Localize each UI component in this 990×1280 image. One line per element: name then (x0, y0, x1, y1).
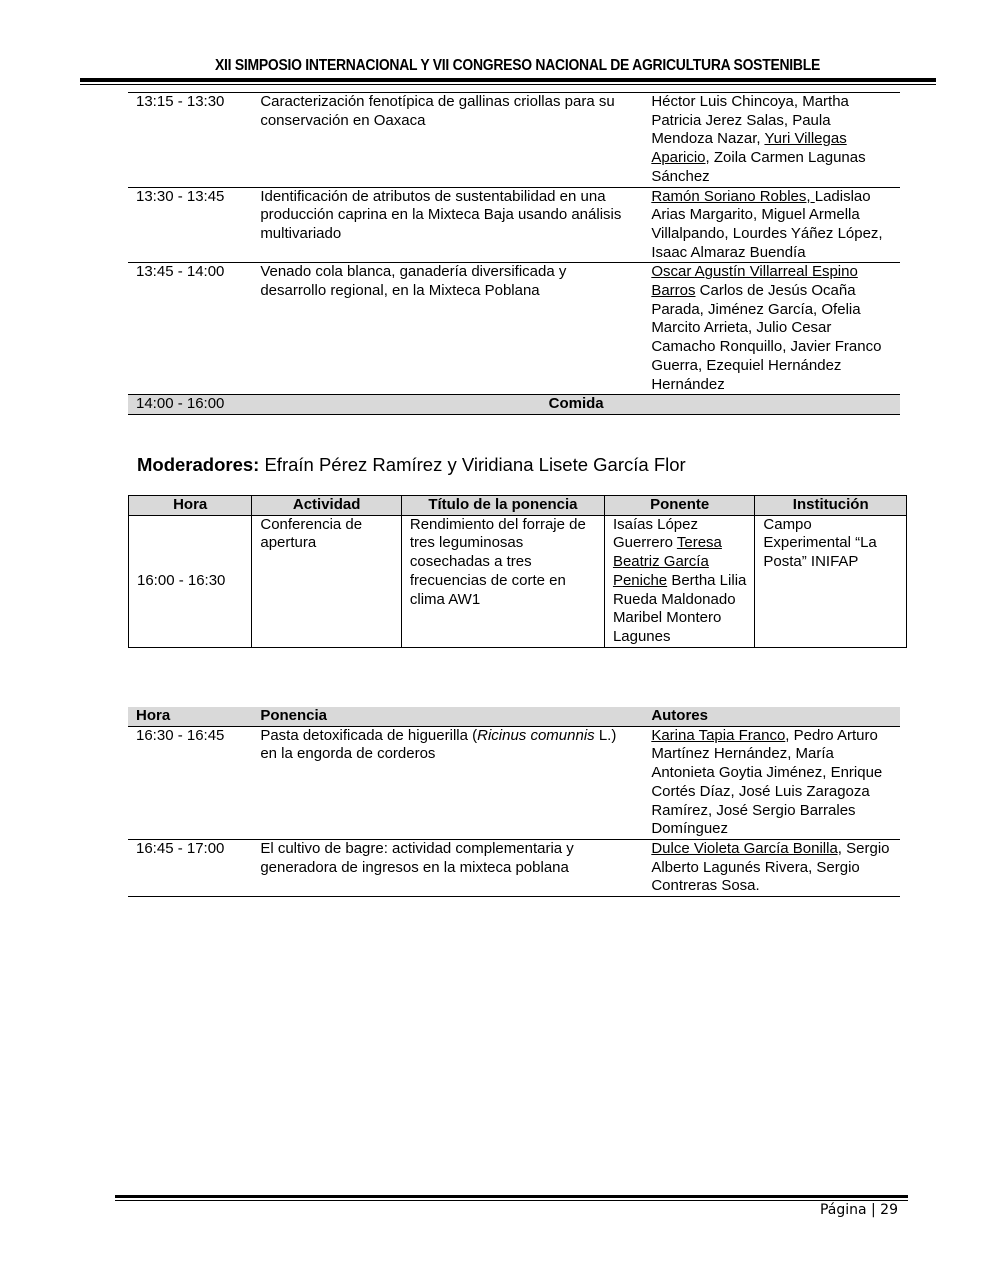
ponencia-cell: Caracterización fenotípica de gallinas criollas para su conservación en Oaxaca (252, 93, 643, 188)
header-rule (80, 78, 936, 82)
footer-rule (115, 1195, 908, 1198)
column-header: Ponencia (252, 707, 643, 726)
table-header-row (129, 496, 907, 516)
authors-text: , Zoila Carmen Lagunas Sánchez (651, 149, 866, 185)
authors-cell (643, 93, 900, 188)
time-cell: 13:45 - 14:00 (128, 263, 252, 395)
time-cell: 13:15 - 13:30 (128, 93, 252, 188)
ponencia-cell (252, 726, 643, 839)
presenter-name: Ramón Soriano Robles, (651, 187, 815, 205)
ponencia-cell (252, 839, 643, 896)
speaker-text: Isaías López Guerrero (612, 515, 698, 552)
footer-rule-thin (115, 1200, 908, 1201)
authors-cell (643, 726, 900, 839)
ponencia-text: El cultivo de bagre: actividad complementaria y generadora de ingresos en la mixteca poblana (260, 839, 574, 876)
ponencia-text: Pasta detoxificada de higuerilla ( (260, 726, 478, 744)
page-number: Página | 29 (819, 1202, 898, 1218)
institution-cell: Campo Experimental “La Posta” INIFAP (755, 515, 907, 647)
table-row (128, 263, 900, 395)
column-header: Institución (755, 496, 907, 516)
ponencia-cell: Identificación de atributos de sustentabilidad en una producción caprina en la Mixteca Baja usando análisis multivariado (252, 187, 643, 263)
authors-text: , Pedro Arturo Martínez Hernández, María Antonieta Goytia Jiménez, Enrique Cortés Díaz, José Luis Zaragoza Ramírez, José Sergio Barrales Domínguez (651, 726, 883, 838)
conference-table (128, 495, 907, 648)
authors-cell (643, 187, 900, 263)
column-header: Hora (129, 496, 252, 516)
schedule-table-1 (128, 92, 900, 415)
presenter-name: Dulce Violeta García Bonilla, (651, 839, 842, 857)
title-cell: Rendimiento del forraje de tres leguminosas cosechadas a tres frecuencias de corte en clima AW1 (401, 515, 604, 647)
ponencia-cell: Venado cola blanca, ganadería diversificada y desarrollo regional, en la Mixteca Poblana (252, 263, 643, 395)
presenter-name: Karina Tapia Franco (651, 726, 786, 744)
table-row (128, 839, 900, 896)
table-row (128, 187, 900, 263)
column-header: Ponente (604, 496, 754, 516)
moderators-names: Efraín Pérez Ramírez y Viridiana Lisete García Flor (259, 454, 686, 475)
authors-text: Héctor Luis Chincoya, Martha Patricia Jerez Salas, Paula Mendoza Nazar, (651, 93, 849, 148)
authors-text: Sergio Alberto Lagunés Rivera, Sergio Contreras Sosa. (651, 839, 890, 895)
ponencia-text: L.) en la engorda de corderos (260, 726, 617, 763)
speaker-text: Bertha Lilia Rueda Maldonado Maribel Montero Lagunes (612, 571, 747, 645)
table-row (128, 726, 900, 839)
presenter-name: Teresa Beatriz García Peniche (612, 534, 722, 589)
authors-text: Carlos de Jesús Ocaña Parada, Jiménez García, Ofelia Marcito Arrieta, Julio Cesar Camacho Ronquillo, Javier Franco Guerra, Ezequiel Hernández Hernández (651, 282, 882, 393)
time-cell: 16:30 - 16:45 (128, 726, 252, 839)
speaker-cell (604, 515, 754, 647)
page-header-title: XII SIMPOSIO INTERNACIONAL Y VII CONGRESO NACIONAL DE AGRICULTURA SOSTENIBLE (215, 57, 820, 74)
table-header-row (128, 707, 900, 726)
presenter-name: Yuri Villegas Aparicio (651, 130, 847, 167)
authors-cell (643, 839, 900, 896)
time-cell: 16:45 - 17:00 (128, 839, 252, 896)
time-cell: 14:00 - 16:00 (128, 395, 252, 415)
column-header: Actividad (252, 496, 402, 516)
schedule-table-2 (128, 707, 900, 897)
column-header: Autores (643, 707, 900, 726)
column-header: Título de la ponencia (401, 496, 604, 516)
table-row (128, 93, 900, 188)
authors-cell (643, 263, 900, 395)
header-rule-thin (80, 84, 936, 85)
column-header: Hora (128, 707, 252, 726)
table-row (129, 515, 907, 647)
moderators-label: Moderadores: (137, 454, 260, 475)
presenter-name: Oscar Agustín Villarreal Espino Barros (651, 263, 858, 300)
activity-cell: Conferencia de apertura (252, 515, 402, 647)
species-name: Ricinus comunnis (477, 726, 595, 744)
lunch-label: Comida (252, 395, 900, 415)
moderators-line (137, 454, 686, 476)
time-cell: 16:00 - 16:30 (129, 515, 252, 647)
authors-text: Ladislao Arias Margarito, Miguel Armella Villalpando, Lourdes Yáñez López, Isaac Almaraz Buendía (651, 187, 883, 261)
time-cell: 13:30 - 13:45 (128, 187, 252, 263)
lunch-row (128, 395, 900, 415)
